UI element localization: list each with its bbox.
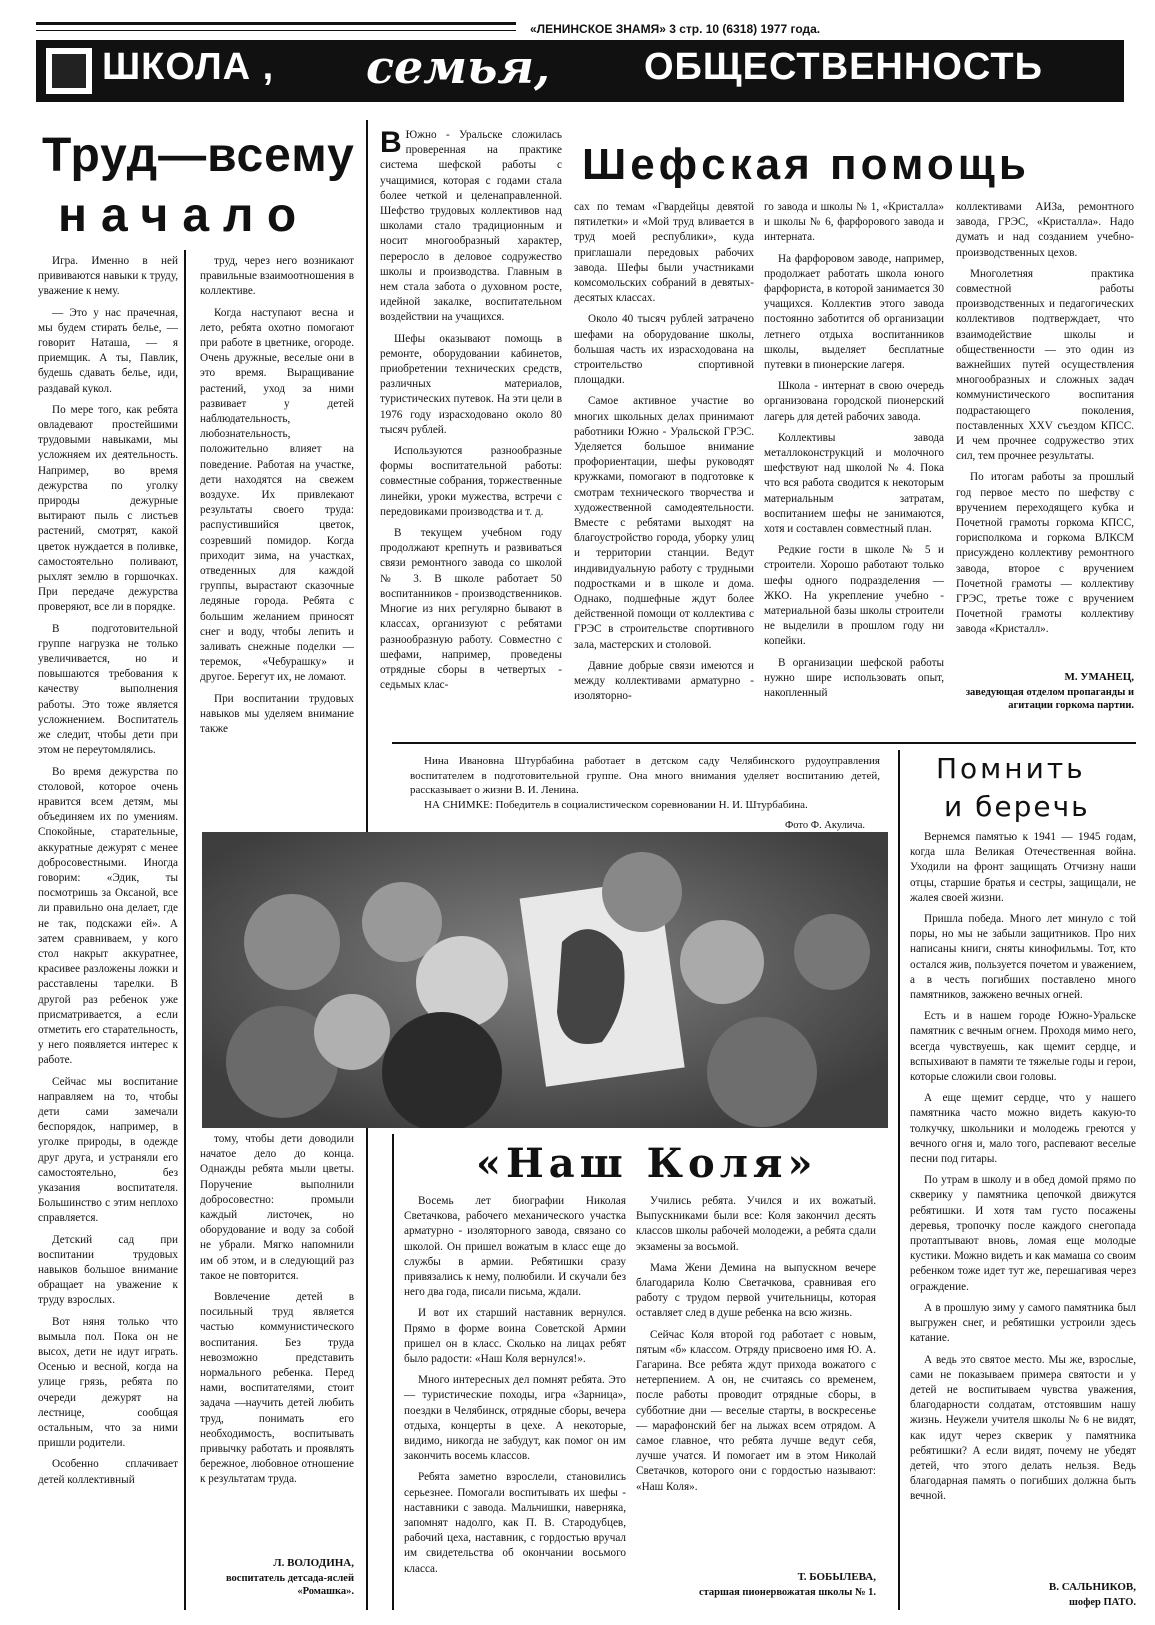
article1-role: воспитатель детсада-яслей «Ромашка».: [225, 1573, 354, 1597]
paragraph: А ведь это святое место. Мы же, взрослые, сами не показываем примера святости и у детей не воспитываем чувства уважения, благодарности солдатам, отстоявшим нашу жизнь. Неужели учителя школы № 6 не видят, как идут через скверик у памятника ребятишки? А если видят, почему не убедят детей, что этого делать нельзя. Ведь благодарная память о погибших должна быть вечной.: [910, 1353, 1136, 1503]
paragraph: При воспитании трудовых навыков мы уделяем внимание также: [200, 692, 354, 736]
article4-column: [910, 830, 1136, 1578]
article2-role: заведующая отделом пропаганды и агитации горкома партии.: [965, 687, 1134, 711]
paragraph: Шефы оказывают помощь в ремонте, оборудовании кабинетов, приобретении технических средств, различных материалов, туристических путевок. На эти цели в 1976 году израсходовано около 80 тысяч рублей.: [380, 332, 562, 436]
article3-role: старшая пионервожатая школы № 1.: [698, 1587, 876, 1598]
photo-image: [202, 832, 888, 1128]
caption-text: Нина Ивановна Штурбабина работает в детском саду Челябинского рудоуправления воспитателем в подготовительной группе. Она много внимания уделяет воспитанию детей, рассказывает о жизни В. И. Ленина.: [410, 755, 880, 796]
paragraph: В организации шефской работы нужно шире использовать опыт, накопленный: [764, 656, 944, 700]
article2-column-4: [956, 200, 1134, 668]
article3-column-1: [404, 1194, 626, 1614]
paragraph: Редкие гости в школе № 5 и строители. Хорошо работают только шефы одного подразделения — ЖКО. На укрепление учебно - материальной базы школы строители не выделили в прошлом году ни копейки.: [764, 544, 944, 648]
paragraph: И вот их старший наставник вернулся. Прямо в форме воина Советской Армии пришел он в класс. Сколько на лицах ребят было радости: «Наш Коля вернулся!».: [404, 1307, 626, 1366]
drop-cap: В: [380, 128, 402, 159]
paragraph: Восемь лет биографии Николая Светачкова, рабочего механического участка арматурно - изоляторного завода, связано со школой. Он пришел вожатым в класс еще до службы в армии. Ребятишки сразу привязались к нему, полюбили. И скучали без него два года, писали письма, ждали.: [404, 1195, 626, 1299]
article3-title: «Наш Коля»: [476, 1140, 818, 1187]
rubric-society: ОБЩЕСТВЕННОСТЬ: [644, 46, 1043, 88]
paragraph: По итогам работы за прошлый год первое место по шефству с вручением переходящего кубка и Почетной грамоты горкома КПСС, горисполкома и горкома ВЛКСМ присуждено коллективу ремонтного завода, второе с вручением Почетной грамоты — коллективу ГРЭС, третье тоже с вручением Почетной грамоты коллективу завода «Кристалл».: [956, 471, 1134, 636]
paragraph: Многолетняя практика совместной работы производственных и педагогических коллективов подтверждает, что взаимодействие школы и общественности — это один из важнейших путей осуществления многообразных и сложных задач коммунистического воспитания подрастающего поколения, поставленных XXV съездом КПСС. И чем прочнее содружество этих сил, тем прочнее результаты.: [956, 267, 1134, 463]
paragraph: Особенно сплачивает детей коллективный: [38, 1458, 178, 1486]
paragraph: Есть и в нашем городе Южно-Уральске памятник с вечным огнем. Проходя мимо него, всегда чувствуешь, как щемит сердце, и вспыхивают в памяти те тяжелые годы и герои, которые сложили свои головы.: [910, 1010, 1136, 1084]
paragraph: Сейчас Коля второй год работает с новым, пятым «б» классом. Отряду присвоено имя Ю. А. Гагарина. Все ребята ждут прихода вожатого с нетерпением. А он, не считаясь со временем, после работы проводит отрядные сборы, в субботние дни — веселые старты, в воскресенье — марафонский бег на лыжах всем отрядом. А самое главное, что ребята лучше ведут себя, лучше учатся. И помогает им в этом Николай Светачков, которого они с гордостью называют: «Наш Коля».: [636, 1328, 876, 1493]
paragraph: А еще щемит сердце, что у нашего памятника часто можно видеть какую-то толкучку, школьники и молодежь греются у вечного огня и, мало того, распевают веселые песни под гитары.: [910, 1092, 1136, 1166]
paragraph: Вернемся памятью к 1941 — 1945 годам, когда шла Великая Отечественная война. Уходили на фронт защищать Отчизну наши отцы, старшие братья и сестры, защищали, не жалея своей жизни.: [910, 831, 1136, 904]
article4-title-line2: и беречь: [944, 790, 1090, 823]
paragraph: Около 40 тысяч рублей затрачено шефами на оборудование школы, большая часть их израсходована на строительство спортивной площадки.: [574, 313, 754, 387]
paragraph: Самое активное участие во многих школьных делах принимают работники Южно - Уральской ГРЭС. Уделяется большое внимание профориентации, шефы руководят кружками, помогают в подготовке к смотрам технического творчества и художественной самодеятельности. Вместе с ребятами выходят на благоустройство города, уборку улиц и территории станции. Ведут индивидуальную работу с трудными подростками и в школе и дома. Однако, подшефные ждут более действенной помощи от коллектива с ГРЭС в строительстве спортивного зала, мастерских и столовой.: [574, 395, 754, 651]
article3-column-2: [636, 1194, 876, 1564]
article2-column-1: [380, 128, 562, 734]
paragraph: Когда наступают весна и лето, ребята охотно помогают при работе в цветнике, огороде. Очень дружные, веселые они в это время. Выращивание растений, уход за ними развивает у детей наблюдательность, любознательность, положительно влияет на поведение. Работая на участке, дети находятся на свежем воздухе. Их привлекают результаты своего труда: распустившийся цветок, созревший помидор. Когда приходит зима, на участках, отведенных для каждой группы, вырастают сказочные ледяные города. Ребята с большим желанием приносят снег и воду, чтобы лепить и заливать снежные поделки — теремок, «Чебурашку» и другое. Берегут их, не ломают.: [200, 306, 354, 684]
paragraph: [380, 128, 562, 326]
paragraph: Вот няня только что вымыла пол. Пока он не высох, дети не идут играть. Осенью и весной, когда на улице грязь, ребята по очереди дежурят на лестнице, сообщая остальным, что за ними пришли родители.: [38, 1315, 178, 1450]
paragraph: Игра. Именно в ней прививаются навыки к труду, уважение к нему.: [38, 255, 178, 298]
article1-column-2-top: [200, 254, 354, 814]
paragraph: А в прошлую зиму у самого памятника был выгружен снег, и ребятишки устроили здесь катание.: [910, 1301, 1136, 1345]
paragraph: Пришла победа. Много лет минуло с той поры, но мы не забыли защитников. Про них написаны книги, сняты кинофильмы. Тот, кто остался жив, пользуется почетом и уважением, а в честь погибших поставлено много памятников, зажжено вечных огней.: [910, 913, 1136, 1002]
article4-signature: В. САЛЬНИКОВ,: [1048, 1581, 1136, 1593]
paragraph-text: Южно - Уральске сложилась проверенная на практике система шефской работы с учащимися, которая с годами стала более четкой и целенаправленной. Шефство трудовых коллективов над школами стало традиционным и носит многообразный характер, переросло в деловое содружество школы и производства. Главным в нем стала забота о духовном росте, идейной закалке, воспитательном воздействии на учащихся.: [380, 129, 562, 324]
paragraph: Коллективы завода металлоконструкций и молочного шефствуют над школой № 4. Пока что вся работа сводится к некоторым материальным затратам, воспитанием шефы не занимаются, хотя и составлен совместный план.: [764, 431, 944, 536]
book-icon: [46, 48, 92, 94]
article1-column-1: [38, 254, 178, 1616]
article2-column-2: [574, 200, 754, 734]
article2-signature: М. УМАНЕЦ,: [1064, 671, 1134, 683]
caption-label: НА СНИМКЕ: Победитель в социалистическом соревновании Н. И. Штурбабина.: [424, 798, 808, 811]
article1-title-line1: Труд—всему: [42, 129, 355, 182]
paragraph: Ребята заметно взрослели, становились серьезнее. Помогали воспитывать их шефы - наставники с завода. Мальчишки, наверняка, запомнят надолго, как П. В. Стародубцев, рабочий цеха, наставник, с гордостью вручал им свидетельства об окончании восьмого класса.: [404, 1471, 626, 1575]
paragraph: Используются разнообразные формы воспитательной работы: совместные собрания, торжественные линейки, уроки мужества, встречи с передовиками производства и т. д.: [380, 445, 562, 518]
paragraph: В подготовительной группе нагрузка не только увеличивается, но и повышаются требования к качеству выполнения работы. Это тоже является усложнением. Воспитатель же следит, чтобы дети при этом не переутомлялись.: [38, 622, 178, 757]
article2-column-3: [764, 200, 944, 734]
paragraph: тому, чтобы дети доводили начатое дело до конца. Однажды ребята мыли цветы. Поручение выполнили добросовестно: промыли каждый листочек, но оборудование и воду за собой не убрали. Мягко напомнили им об этом, и в следующий раз такое не повторится.: [200, 1133, 354, 1282]
header-rule-top: [36, 22, 516, 25]
paper-dateline: «ЛЕНИНСКОЕ ЗНАМЯ» 3 стр. 10 (6318) 1977 года.: [530, 22, 821, 36]
article1-signature: Л. ВОЛОДИНА,: [273, 1557, 354, 1569]
paragraph: Сейчас мы воспитание направляем на то, чтобы дети сами замечали беспорядок, например, в уголке природы, в одежде друг друга, и устраняли его самостоятельно, без указания воспитателя. Большинство с этим неплохо справляется.: [38, 1075, 178, 1225]
paragraph: сах по темам «Гвардейцы девятой пятилетки» и «Мой труд вливается в труд моей республики», куда приглашали передовых рабочих завода. Шефы были участниками комсомольских собраний в девятых-десятых классах.: [574, 201, 754, 305]
paragraph: Во время дежурства по столовой, которое очень нравится всем детям, мы объединяем их по умениям. Спокойные, старательные, аккуратные дежурят с менее добросовестными. Иногда говорим: «Эдик, ты посмотришь за Оксаной, все ли правильно она делает, где не так, подскажи ей». А затем сравниваем, у кого стол накрыт аккуратнее, красивее разложены ложки и расставлены тарелки. В другой раз ребенок уже присматривается, а если отметить его старательность, у него появляется интерес к работе.: [38, 765, 178, 1067]
photo-caption: [410, 754, 880, 812]
rubric-banner: [36, 40, 1124, 102]
column-divider: [184, 250, 186, 1610]
paragraph: Детский сад при воспитании трудовых навыков большое внимание обращает на уважение к труду взрослых.: [38, 1233, 178, 1307]
paragraph: По утрам в школу и в обед домой прямо по скверику у памятника цепочкой движутся ребятишки. И хотя там густо посажены деревья, тропочку после каждого снегопада протаптывают вновь, ломая еще молодые кустики. Можно видеть и как мамаша со своим ребенком тоже идет тут же, перешагивая через ограждение.: [910, 1174, 1136, 1293]
paragraph: В текущем учебном году продолжают крепнуть и развиваться связи ремонтного завода со школой № 3. В школе работает 50 воспитанников - производственников. Многие из них регулярно бывают в классах, организуют с ребятами разнообразную работу. Совместно с шефами, например, проведены отрядные сборы в четвертых - седьмых клас-: [380, 527, 562, 692]
paragraph: Учились ребята. Учился и их вожатый. Выпускниками были все: Коля закончил десять классов школы рабочей молодежи, а ребята сдали экзамены за восьмой.: [636, 1195, 876, 1253]
article1-column-2-bottom: [200, 1132, 354, 1552]
rubric-school: ШКОЛА ,: [102, 46, 275, 88]
paragraph: На фарфоровом заводе, например, продолжает работать школа юного фарфориста, в которой занимается 30 учащихся. Коллектив этого завода постоянно заботится об организации летнего отдыха воспитанников школы, выделяет бесплатные путевки в пионерские лагеря.: [764, 252, 944, 372]
paragraph: го завода и школы № 1, «Кристалла» и школы № 6, фарфорового завода и интерната.: [764, 201, 944, 244]
article1-title-line2: начало: [58, 189, 311, 242]
paragraph: коллективами АИЗа, ремонтного завода, ГРЭС, «Кристалла». Надо думать и над созданием учебно-производственных цехов.: [956, 201, 1134, 259]
paragraph: Школа - интернат в свою очередь организована городской пионерский лагерь для детей рабочих завода.: [764, 380, 944, 423]
article4-role: шофер ПАТО.: [1069, 1597, 1136, 1608]
article2-title: Шефская помощь: [582, 140, 1030, 189]
rubric-family: семья,: [366, 40, 550, 94]
group-photo: [202, 832, 888, 1128]
paragraph: Давние добрые связи имеются и между коллективами арматурно - изоляторно-: [574, 659, 754, 703]
column-divider: [898, 750, 900, 1610]
paragraph: Много интересных дел помнят ребята. Это — туристические походы, игра «Зарница», поездки в Челябинск, отрядные сборы, вечера отдыха, концерты в цехе. А некоторые, видимо, никогда не забудут, как помог он им закончить восемь классов.: [404, 1374, 626, 1463]
article3-signature: Т. БОБЫЛЕВА,: [797, 1571, 876, 1583]
article4-title-line1: Помнить: [936, 752, 1086, 785]
paragraph: труд, через него возникают правильные взаимоотношения в коллективе.: [200, 255, 354, 298]
article1-col1-text: [38, 254, 178, 1488]
paragraph: — Это у нас прачечная, мы будем стирать белье, — говорит Наташа, — я приемщик. А ты, Павлик, будешь сдавать белье, иди, раздавай кукол.: [38, 306, 178, 395]
paragraph: Вовлечение детей в посильный труд является частью коммунистического воспитания. Без труда невозможно представить нормального ребенка. Перед нами, воспитателями, стоит задача —научить детей любить труд, понимать его необходимость, воспитывать привычку работать и проявлять бережное, любовное отношение к результатам труда.: [200, 1291, 354, 1486]
header-rule-thin: [36, 30, 516, 31]
paragraph: По мере того, как ребята овладевают простейшими трудовыми навыками, мы усложняем их деятельность. Например, во время дежурства по уголку природы дежурные вытирают пыль с листьев растений, смотрят, какой цветок нуждается в поливке, самостоятельно поливают, рыхлят землю в горшочках. При передаче дежурства проверяют, все ли в порядке.: [38, 403, 178, 614]
paragraph: Мама Жени Демина на выпускном вечере благодарила Колю Светачкова, сравнивая его работу с трудом первой учительницы, которая оставляет след в душе ребенка на всю жизнь.: [636, 1261, 876, 1320]
section-rule: [392, 742, 1136, 744]
column-divider: [392, 1134, 394, 1610]
photo-credit: Фото Ф. Акулича.: [784, 820, 865, 831]
